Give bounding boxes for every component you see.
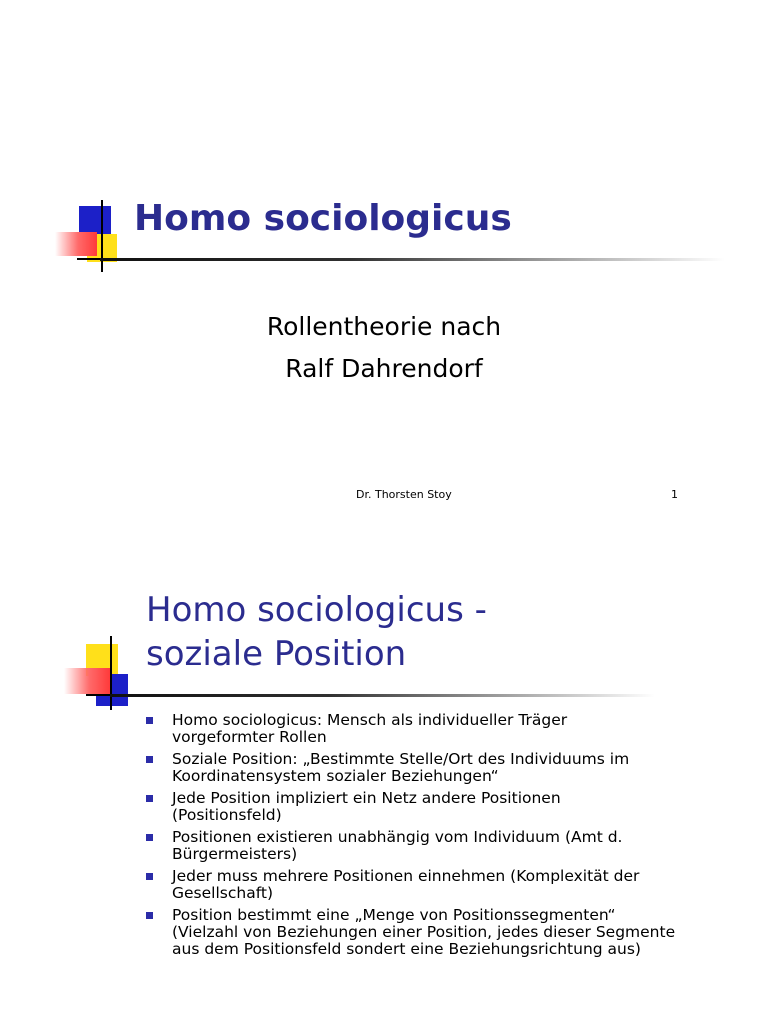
decorative-squares-logo-icon bbox=[55, 200, 135, 280]
bullet-text-line: Positionen existieren unabhängig vom Individuum (Amt d. bbox=[172, 828, 623, 846]
square-bullet-icon bbox=[146, 834, 153, 841]
bullet-text-line: (Vielzahl von Beziehungen einer Position, jedes dieser Segmente bbox=[172, 923, 676, 941]
square-bullet-icon bbox=[146, 795, 153, 802]
list-item bbox=[144, 829, 704, 863]
footer-author: Dr. Thorsten Stoy bbox=[356, 488, 452, 501]
title-underline bbox=[100, 258, 725, 261]
list-item bbox=[144, 712, 704, 746]
bullet-text-line: Jeder muss mehrere Positionen einnehmen (Komplexität der bbox=[172, 867, 640, 885]
decorative-squares-logo-icon bbox=[64, 636, 144, 716]
list-item bbox=[144, 790, 704, 824]
page-number: 1 bbox=[671, 488, 678, 501]
subtitle-line-1: Rollentheorie nach bbox=[266, 312, 502, 341]
list-item bbox=[144, 751, 704, 785]
square-bullet-icon bbox=[146, 717, 153, 724]
bullet-text-line: vorgeformter Rollen bbox=[172, 728, 327, 746]
bullet-text-line: (Positionsfeld) bbox=[172, 806, 282, 824]
bullet-text-line: aus dem Positionsfeld sondert eine Beziehungsrichtung aus) bbox=[172, 940, 641, 958]
bullet-text-line: Jede Position impliziert ein Netz andere Positionen bbox=[172, 789, 561, 807]
bullet-text-line: Gesellschaft) bbox=[172, 884, 273, 902]
subtitle-line-2: Ralf Dahrendorf bbox=[285, 354, 483, 383]
bullet-text-line: Homo sociologicus: Mensch als individueller Träger bbox=[172, 711, 568, 729]
slide-title bbox=[146, 588, 487, 676]
square-bullet-icon bbox=[146, 912, 153, 919]
bullet-list bbox=[144, 712, 704, 963]
bullet-text-line: Koordinatensystem sozialer Beziehungen“ bbox=[172, 767, 499, 785]
list-item bbox=[144, 907, 704, 958]
slide-2 bbox=[0, 560, 768, 1024]
square-bullet-icon bbox=[146, 873, 153, 880]
square-bullet-icon bbox=[146, 756, 153, 763]
title-underline bbox=[110, 694, 655, 697]
bullet-text-line: Position bestimmt eine „Menge von Positionssegmenten“ bbox=[172, 906, 616, 924]
slide-title: Homo sociologicus bbox=[134, 198, 512, 239]
slide-title-line-2: soziale Position bbox=[146, 634, 407, 674]
list-item bbox=[144, 868, 704, 902]
slide-title-line-1: Homo sociologicus - bbox=[146, 590, 487, 630]
bullet-text-line: Soziale Position: „Bestimmte Stelle/Ort des Individuums im bbox=[172, 750, 630, 768]
bullet-text-line: Bürgermeisters) bbox=[172, 845, 298, 863]
